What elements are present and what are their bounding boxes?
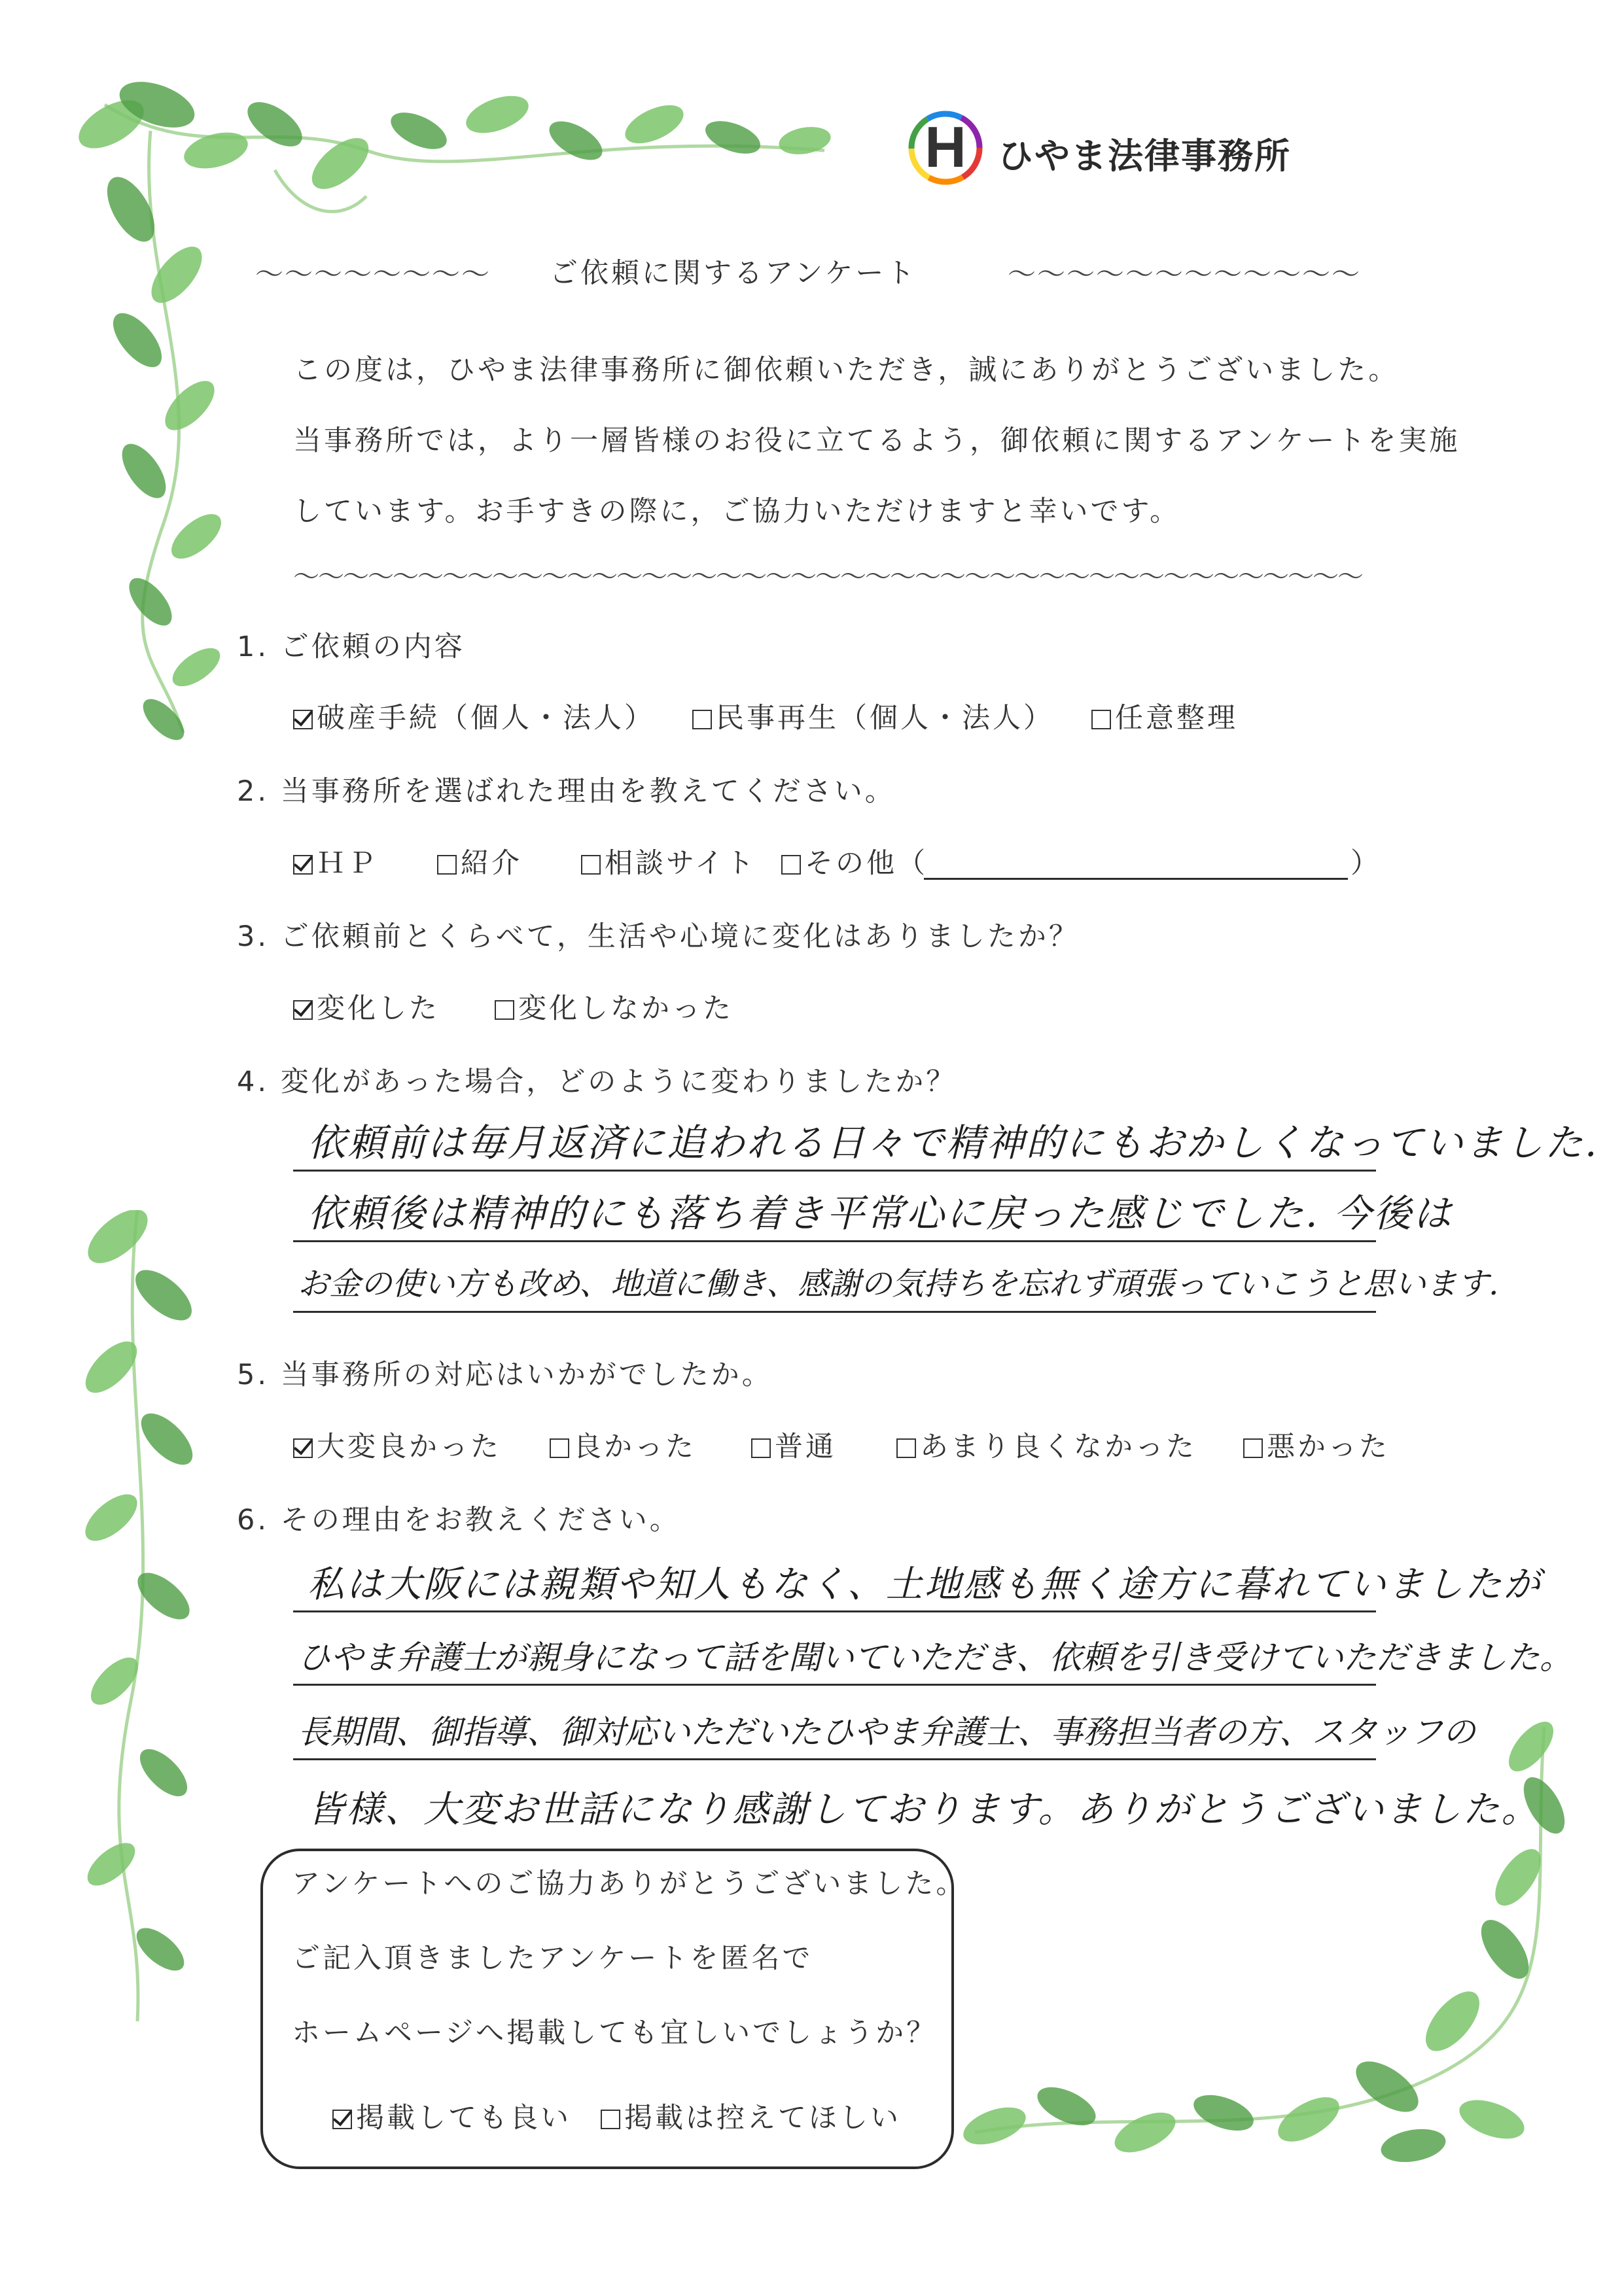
checkbox[interactable] bbox=[293, 855, 313, 875]
q2-other-close: ） bbox=[1350, 847, 1381, 880]
consent-option-decline[interactable] bbox=[601, 2096, 901, 2136]
q6-answer-line-4: 皆様、大変お世話になり感謝しております。ありがとうございました。 bbox=[308, 1788, 1540, 1831]
checkbox[interactable] bbox=[896, 1438, 916, 1458]
q1-option-voluntary[interactable] bbox=[1091, 696, 1238, 736]
q6-answer-line-1: 私は大阪には親類や知人もなく、土地感も無く途方に暮れていましたが bbox=[308, 1563, 1542, 1606]
intro-divider: ～～～～～～～～～～～～～～～～～～～～～～～～～～～～～～～～～～～～～～～～～～～ bbox=[293, 562, 1362, 592]
option-label: 破産手続（個人・法人） bbox=[317, 702, 655, 735]
option-label: あまり良くなかった bbox=[920, 1431, 1197, 1463]
option-label: ＨＰ bbox=[317, 847, 378, 880]
consent-line-3: ホームページへ掲載しても宜しいでしょうか？ bbox=[292, 2017, 938, 2049]
consent-option-allow[interactable] bbox=[332, 2096, 571, 2136]
option-label: 紹介 bbox=[461, 847, 522, 880]
q3-option-changed[interactable] bbox=[293, 986, 440, 1026]
checkbox[interactable] bbox=[1243, 1438, 1263, 1458]
option-label: 悪かった bbox=[1267, 1431, 1390, 1463]
q1-option-civil-rehab[interactable] bbox=[692, 696, 1054, 736]
intro-line-1: この度は，ひやま法律事務所に御依頼いただき，誠にありがとうございました。 bbox=[293, 354, 1400, 387]
intro-line-3: しています。お手すきの際に，ご協力いただけますと幸いです。 bbox=[293, 495, 1181, 528]
answer-rule bbox=[293, 1610, 1376, 1612]
q5-option-not-so-good[interactable] bbox=[896, 1425, 1197, 1465]
option-label: 任意整理 bbox=[1115, 702, 1238, 735]
q4-answer-line-2: 依頼後は精神的にも落ち着き平常心に戻った感じでした. 今後は bbox=[308, 1191, 1453, 1236]
q5-option-normal[interactable] bbox=[751, 1425, 836, 1465]
question-number: 1. bbox=[237, 631, 270, 663]
q2-option-other[interactable] bbox=[781, 841, 928, 881]
option-label: 掲載しても良い bbox=[356, 2102, 571, 2134]
answer-rule bbox=[293, 1170, 1376, 1172]
checkbox[interactable] bbox=[751, 1438, 771, 1458]
option-label: 掲載は控えてほしい bbox=[624, 2102, 901, 2134]
logo-name: ひやま法律事務所 bbox=[998, 135, 1291, 177]
consent-line-1: アンケートへのご協力ありがとうございました。 bbox=[292, 1868, 967, 1900]
question-text: ご依頼の内容 bbox=[280, 631, 465, 663]
logo-letter: H bbox=[925, 114, 966, 179]
consent-line-2: ご記入頂きましたアンケートを匿名で bbox=[292, 1942, 813, 1975]
question-text: 変化があった場合，どのように変わりましたか？ bbox=[280, 1066, 957, 1098]
logo bbox=[906, 109, 985, 187]
checkbox[interactable] bbox=[601, 2110, 620, 2129]
q5-option-good[interactable] bbox=[550, 1425, 696, 1465]
question-number: 4. bbox=[237, 1066, 270, 1098]
option-label: 変化した bbox=[317, 992, 440, 1025]
question-text: その理由をお教えください。 bbox=[280, 1504, 680, 1537]
survey-title: ご依頼に関するアンケート bbox=[550, 257, 917, 290]
checkbox[interactable] bbox=[332, 2110, 352, 2129]
header-tilde-left: ～～～～～～～～ bbox=[255, 258, 491, 291]
q2-option-referral[interactable] bbox=[437, 841, 522, 881]
q6-answer-line-2: ひやま弁護士が親身になって話を聞いていただき、依頼を引き受けていただきました。 bbox=[298, 1639, 1572, 1677]
checkbox[interactable] bbox=[781, 855, 801, 875]
answer-rule bbox=[293, 1311, 1376, 1313]
question-number: 3. bbox=[237, 920, 270, 953]
question-3 bbox=[237, 914, 1080, 954]
checkbox[interactable] bbox=[293, 1000, 313, 1020]
checkbox[interactable] bbox=[437, 855, 457, 875]
header-tilde-right: ～～～～～～～～～～～～ bbox=[1008, 258, 1361, 291]
option-label: 良かった bbox=[573, 1431, 696, 1463]
vine-decoration-left-middle bbox=[39, 1210, 236, 2028]
q2-other-input-line[interactable] bbox=[924, 878, 1348, 880]
q5-option-very-good[interactable] bbox=[293, 1425, 501, 1465]
q2-option-hp[interactable] bbox=[293, 841, 378, 881]
question-text: ご依頼前とくらべて，生活や心境に変化はありましたか？ bbox=[280, 920, 1080, 953]
question-5 bbox=[237, 1353, 773, 1393]
q4-answer-line-3: お金の使い方も改め、地道に働き、感謝の気持ちを忘れず頑張っていこうと思います. bbox=[298, 1266, 1499, 1302]
answer-rule bbox=[293, 1758, 1376, 1760]
question-2 bbox=[237, 769, 896, 809]
checkbox[interactable] bbox=[581, 855, 601, 875]
checkbox[interactable] bbox=[692, 710, 712, 729]
option-label: 普通 bbox=[775, 1431, 836, 1463]
q4-answer-line-1: 依頼前は毎月返済に追われる日々で精神的にもおかしくなっていました. bbox=[308, 1121, 1599, 1165]
intro-line-2: 当事務所では，より一層皆様のお役に立てるよう，御依頼に関するアンケートを実施 bbox=[293, 425, 1460, 457]
option-label: その他（ bbox=[805, 847, 928, 880]
answer-rule bbox=[293, 1684, 1376, 1686]
option-label: 民事再生（個人・法人） bbox=[716, 702, 1054, 735]
answer-rule bbox=[293, 1240, 1376, 1242]
option-label: 相談サイト bbox=[605, 847, 756, 880]
q5-option-bad[interactable] bbox=[1243, 1425, 1390, 1465]
option-label: 変化しなかった bbox=[518, 992, 733, 1025]
q6-answer-line-3: 長期間、御指導、御対応いただいたひやま弁護士、事務担当者の方、スタッフの bbox=[298, 1713, 1475, 1751]
checkbox[interactable] bbox=[495, 1000, 514, 1020]
q2-option-consult-site[interactable] bbox=[581, 841, 756, 881]
question-text: 当事務所を選ばれた理由を教えてください。 bbox=[280, 775, 896, 808]
checkbox[interactable] bbox=[1091, 710, 1111, 729]
checkbox[interactable] bbox=[293, 1438, 313, 1458]
question-text: 当事務所の対応はいかがでしたか。 bbox=[280, 1359, 773, 1391]
q3-option-not-changed[interactable] bbox=[495, 986, 733, 1026]
question-number: 5. bbox=[237, 1359, 270, 1391]
checkbox[interactable] bbox=[550, 1438, 569, 1458]
q1-option-bankruptcy[interactable] bbox=[293, 696, 655, 736]
checkbox[interactable] bbox=[293, 710, 313, 729]
question-6 bbox=[237, 1498, 680, 1538]
question-4 bbox=[237, 1060, 957, 1100]
question-number: 2. bbox=[237, 775, 270, 808]
question-1 bbox=[237, 625, 465, 665]
option-label: 大変良かった bbox=[317, 1431, 501, 1463]
question-number: 6. bbox=[237, 1504, 270, 1537]
